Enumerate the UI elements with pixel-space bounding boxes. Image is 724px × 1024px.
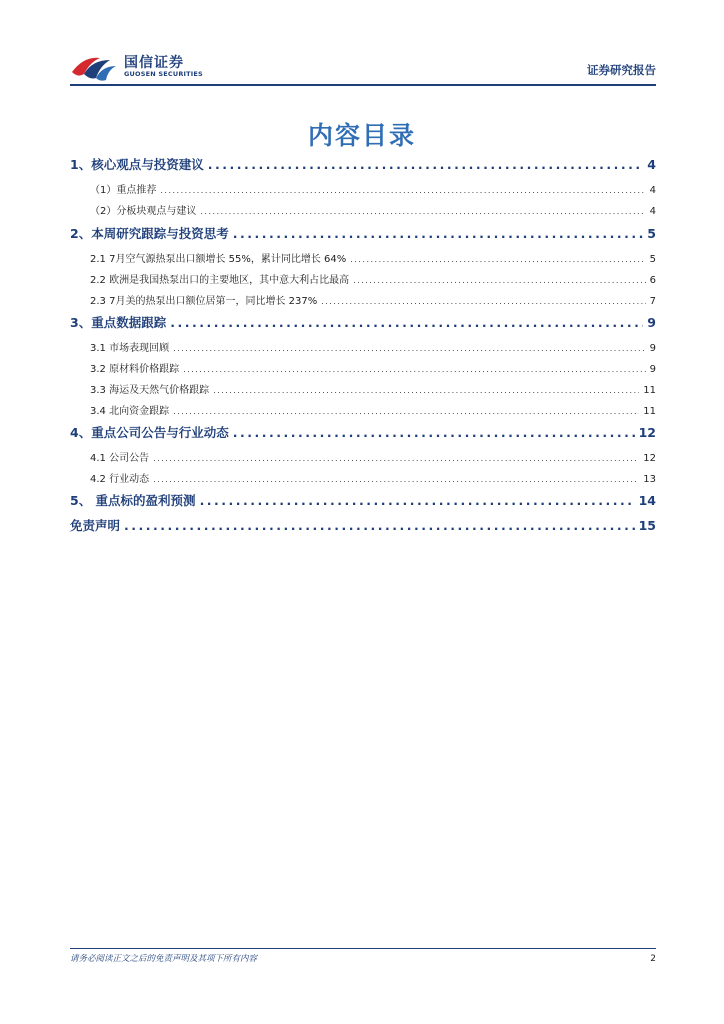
toc-entry[interactable] — [70, 224, 656, 242]
toc-entry-page: 12 — [643, 453, 656, 464]
toc-entry[interactable] — [70, 449, 656, 464]
leader-dots — [353, 276, 646, 285]
toc-entry[interactable] — [70, 155, 656, 173]
logo-english-name: GUOSEN SECURITIES — [124, 70, 203, 78]
toc-entry[interactable] — [70, 470, 656, 485]
toc-entry-label: 4、重点公司公告与行业动态 — [70, 425, 229, 440]
toc-entry-label: 1、核心观点与投资建议 — [70, 157, 204, 172]
leader-dots — [124, 518, 635, 533]
toc-entry-label: 2.1 7月空气源热泵出口额增长 55%，累计同比增长 64% — [90, 254, 347, 265]
toc-entry[interactable] — [70, 181, 656, 196]
logo-chinese-name: 国信证券 — [124, 55, 184, 71]
page-number: 2 — [650, 954, 656, 964]
leader-dots — [233, 226, 644, 241]
toc-entry[interactable] — [70, 313, 656, 331]
toc-entry-label: 5、 重点标的盈利预测 — [70, 493, 196, 508]
toc-entry[interactable] — [70, 250, 656, 265]
toc-entry-page: 6 — [649, 275, 656, 286]
toc-entry[interactable] — [70, 402, 656, 417]
toc-entry[interactable] — [70, 339, 656, 354]
page-header — [70, 48, 656, 84]
toc-entry-label: 2.3 7月美的热泵出口额位居第一，同比增长 237% — [90, 296, 318, 307]
toc-entry-label: 4.1 公司公告 — [90, 453, 150, 464]
toc-entry-label: 3.1 市场表现回顾 — [90, 343, 170, 354]
toc-title: 内容目录 — [307, 121, 416, 150]
toc-entry-page: 4 — [649, 185, 656, 196]
report-type-label: 证券研究报告 — [587, 63, 656, 77]
toc-entry[interactable] — [70, 202, 656, 217]
footer-divider — [70, 948, 656, 949]
toc-entry-page: 15 — [638, 518, 656, 533]
leader-dots — [173, 344, 646, 353]
leader-dots — [170, 315, 643, 330]
toc-entry[interactable] — [70, 292, 656, 307]
leader-dots — [208, 157, 644, 172]
toc-entry[interactable] — [70, 423, 656, 441]
toc-entry-label: （2）分板块观点与建议 — [90, 206, 197, 217]
toc-entry-label: 3.2 原材料价格跟踪 — [90, 364, 180, 375]
leader-dots — [153, 454, 639, 463]
toc-entry-page: 4 — [647, 157, 656, 172]
toc-entry-label: 3.3 海运及天然气价格跟踪 — [90, 385, 210, 396]
toc-entry-page: 11 — [643, 385, 656, 396]
toc-entry[interactable] — [70, 360, 656, 375]
leader-dots — [183, 365, 646, 374]
toc-entry-page: 9 — [649, 364, 656, 375]
leader-dots — [160, 186, 645, 195]
toc-entry-page: 5 — [649, 254, 656, 265]
leader-dots — [200, 207, 645, 216]
toc-entry-page: 9 — [647, 315, 656, 330]
toc-entry-page: 11 — [643, 406, 656, 417]
leader-dots — [200, 493, 635, 508]
leader-dots — [213, 386, 639, 395]
toc-entry-label: 2.2 欧洲是我国热泵出口的主要地区，其中意大利占比最高 — [90, 275, 350, 286]
toc-entry-label: 2、本周研究跟踪与投资思考 — [70, 226, 229, 241]
toc-entry-page: 7 — [649, 296, 656, 307]
leader-dots — [321, 297, 645, 306]
disclaimer-note: 请务必阅读正文之后的免责声明及其项下所有内容 — [70, 954, 258, 964]
toc-entry-label: 3.4 北向资金跟踪 — [90, 406, 170, 417]
toc-entry[interactable] — [70, 516, 656, 534]
toc-entry-page: 12 — [638, 425, 656, 440]
toc-entry-page: 4 — [649, 206, 656, 217]
toc-entry-page: 9 — [649, 343, 656, 354]
toc-entry-page: 5 — [647, 226, 656, 241]
leader-dots — [233, 425, 635, 440]
leader-dots — [153, 475, 639, 484]
toc-entry-page: 14 — [638, 493, 656, 508]
toc-entry[interactable] — [70, 381, 656, 396]
toc-entry-label: （1）重点推荐 — [90, 185, 157, 196]
toc-entry[interactable] — [70, 271, 656, 286]
toc-entry-label: 免责声明 — [70, 518, 121, 533]
leader-dots — [173, 407, 639, 416]
leader-dots — [350, 255, 645, 264]
toc-entry-page: 13 — [643, 474, 656, 485]
guosen-logo-icon — [70, 50, 120, 82]
company-logo — [70, 50, 270, 82]
toc-entry-label: 3、重点数据跟踪 — [70, 315, 167, 330]
toc-entry[interactable] — [70, 491, 656, 509]
header-divider — [70, 84, 656, 86]
toc-entry-label: 4.2 行业动态 — [90, 474, 150, 485]
